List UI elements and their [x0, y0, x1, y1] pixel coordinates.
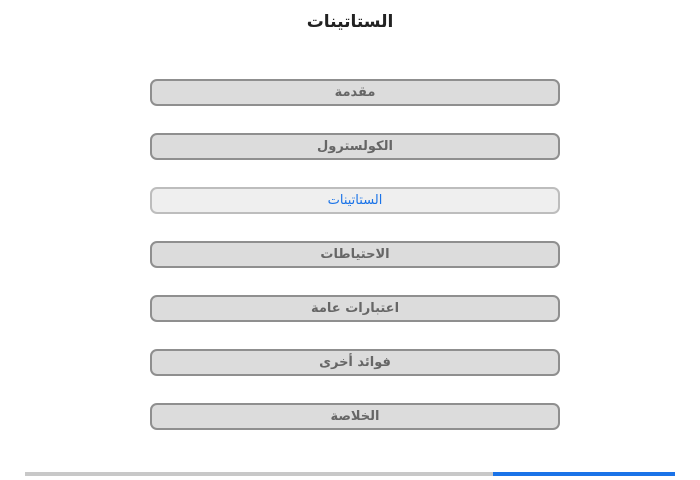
section-menu [150, 79, 560, 457]
menu-item-precautions[interactable]: الاحتياطات [150, 241, 560, 268]
menu-item-other-benefits[interactable]: فوائد أخرى [150, 349, 560, 376]
menu-item-introduction[interactable]: مقدمة [150, 79, 560, 106]
page-title: الستاتينات [306, 12, 394, 32]
menu-item-summary[interactable]: الخلاصة [150, 403, 560, 430]
menu-item-cholesterol[interactable]: الكولسترول [150, 133, 560, 160]
menu-item-statins[interactable]: الستاتينات [150, 187, 560, 214]
progress-fill [493, 472, 675, 476]
menu-item-general-considerations[interactable]: اعتبارات عامة [150, 295, 560, 322]
progress-bar [25, 472, 675, 476]
